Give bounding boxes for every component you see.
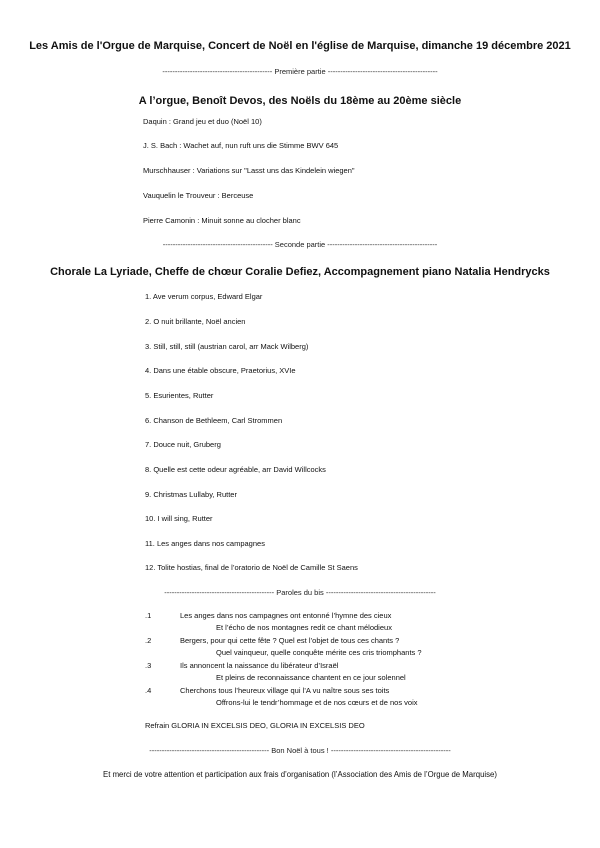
choir-piece: 2. O nuit brillante, Noël ancien [145,317,246,326]
choir-piece: 7. Douce nuit, Gruberg [145,440,221,449]
part2-heading: Chorale La Lyriade, Cheffe de chœur Coralie Defiez, Accompagnement piano Natalia Hendrycks [50,266,550,278]
organ-piece: Vauquelin le Trouveur : Berceuse [143,191,254,200]
verse-number: .1 [145,611,152,620]
choir-piece: 10. I will sing, Rutter [145,514,213,523]
choir-piece: 12. Tolite hostias, final de l’oratorio de Noël de Camille St Saens [145,563,358,572]
choir-piece: 9. Christmas Lullaby, Rutter [145,490,237,499]
verse-line: Et pleins de reconnaissance chantent en ce jour solennel [216,673,406,682]
separator-second-part: -------------------------------------------- Seconde partie -------------------------------------------- [162,240,438,249]
choir-piece: 6. Chanson de Bethleem, Carl Strommen [145,416,283,425]
choir-piece: 4. Dans une étable obscure, Praetorius, XVIe [145,366,296,375]
organ-piece: Pierre Camonin : Minuit sonne au clocher blanc [143,216,301,225]
choir-piece: 5. Esurientes, Rutter [145,391,214,400]
choir-piece: 1. Ave verum corpus, Edward Elgar [145,292,263,301]
verse-number: .2 [145,636,152,645]
separator-encore-lyrics: -------------------------------------------- Paroles du bis -------------------------------------------- [164,588,436,597]
choir-piece: 11. Les anges dans nos campagnes [145,539,265,548]
verse-number: .4 [145,686,152,695]
organ-piece: J. S. Bach : Wachet auf, nun ruft uns die Stimme BWV 645 [143,141,339,150]
verse-line: Cherchons tous l’heureux village qui l’A vu naître sous ses toits [180,686,390,695]
verse-line: Les anges dans nos campagnes ont entonné l’hymne des cieux [180,611,392,620]
verse-line: Quel vainqueur, quelle conquête mérite ces cris triomphants ? [216,648,422,657]
choir-piece: 8. Quelle est cette odeur agréable, arr David Willcocks [145,465,326,474]
footer-thanks: Et merci de votre attention et participation aux frais d’organisation (l’Association des Amis de l’Orgue de Marquise) [103,770,497,779]
refrain-line: Refrain GLORIA IN EXCELSIS DEO, GLORIA IN EXCELSIS DEO [145,721,365,730]
organ-piece: Murschhauser : Variations sur "Lasst uns das Kindelein wiegen" [143,166,355,175]
separator-first-part: -------------------------------------------- Première partie -------------------------------------------- [162,67,438,76]
organ-piece: Daquin : Grand jeu et duo (Noël 10) [143,117,262,126]
verse-line: Offrons-lui le tendr’hommage et de nos cœurs et de nos voix [216,698,418,707]
choir-piece: 3. Still, still, still (austrian carol, arr Mack Wilberg) [145,342,309,351]
verse-line: Et l’écho de nos montagnes redit ce chant mélodieux [216,623,392,632]
page-title: Les Amis de l'Orgue de Marquise, Concert de Noël en l'église de Marquise, dimanche 19 décembre 2021 [29,40,571,52]
verse-line: Bergers, pour qui cette fête ? Quel est l’objet de tous ces chants ? [180,636,400,645]
verse-number: .3 [145,661,152,670]
verse-line: Ils annoncent la naissance du libérateur d’Israël [180,661,339,670]
part1-heading: A l’orgue, Benoît Devos, des Noëls du 18ème au 20ème siècle [138,95,462,107]
separator-closing: ------------------------------------------------ Bon Noël à tous ! ------------------------------------------------ [149,746,451,755]
